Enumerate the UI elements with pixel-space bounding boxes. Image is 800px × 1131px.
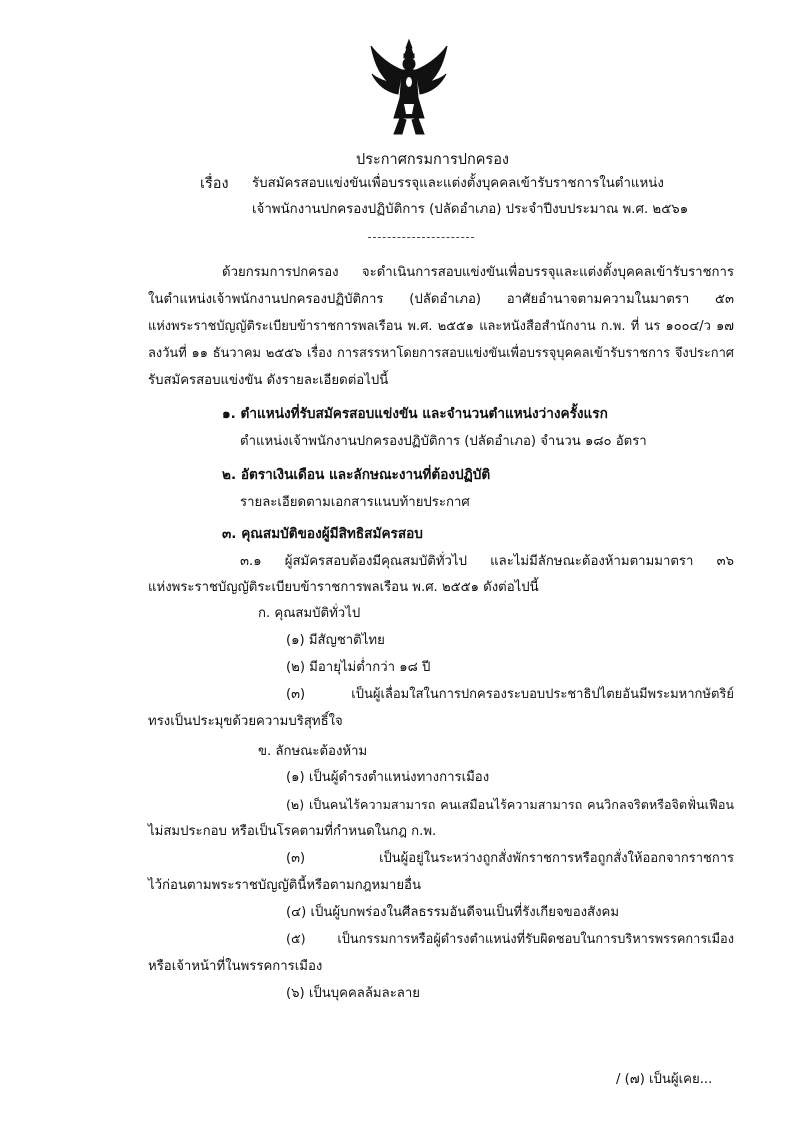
- page-continuation: / (๗) เป็นผู้เคย...: [616, 1072, 713, 1087]
- prohibition-item-4: (๔) เป็นผู้บกพร่องในศีลธรรมอันดีจนเป็นที่รังเกียจของสังคม: [286, 905, 620, 920]
- section-1-body: ตำแหน่งเจ้าพนักงานปกครองปฏิบัติการ (ปลัดอำเภอ) จำนวน ๑๘๐ อัตรา: [240, 434, 647, 449]
- prohibitions-heading: ข. ลักษณะต้องห้าม: [258, 744, 368, 759]
- section-3-heading: ๓. คุณสมบัติของผู้มีสิทธิสมัครสอบ: [222, 526, 423, 542]
- section-2-body: รายละเอียดตามเอกสารแนบท้ายประกาศ: [240, 495, 470, 510]
- issuer-title: ประกาศกรมการปกครอง: [356, 152, 510, 168]
- intro-line-5: รับสมัครสอบแข่งขัน ดังรายละเอียดต่อไปนี้: [148, 373, 389, 388]
- intro-line-4: ลงวันที่ ๑๑ ธันวาคม ๒๕๕๖ เรื่อง การสรรหาโดยการสอบแข่งขันเพื่อบรรจุบุคคลเข้ารับราชการ จึงประกาศ: [148, 346, 734, 361]
- prohibition-item-5-line-2: หรือเจ้าหน้าที่ในพรรคการเมือง: [148, 959, 323, 974]
- general-item-3-line-2: ทรงเป็นประมุขด้วยความบริสุทธิ์ใจ: [148, 714, 343, 729]
- subject-line-1: รับสมัครสอบแข่งขันเพื่อบรรจุและแต่งตั้งบุคคลเข้ารับราชการในตำแหน่ง: [252, 176, 664, 191]
- section-3-1-line-2: แห่งพระราชบัญญัติระเบียบข้าราชการพลเรือน พ.ศ. ๒๕๕๑ ดังต่อไปนี้: [148, 580, 539, 595]
- general-item-3-line-1: (๓) เป็นผู้เลื่อมใสในการปกครองระบอบประชาธิปไตยอันมีพระมหากษัตริย์: [286, 687, 734, 702]
- garuda-emblem-icon: [368, 38, 450, 138]
- section-3-1-line-1: ๓.๑ ผู้สมัครสอบต้องมีคุณสมบัติทั่วไป และไม่มีลักษณะต้องห้ามตามมาตรา ๓๖: [240, 554, 734, 569]
- general-item-2: (๒) มีอายุไม่ต่ำกว่า ๑๘ ปี: [286, 660, 431, 675]
- general-item-1: (๑) มีสัญชาติไทย: [286, 633, 385, 648]
- intro-line-1: ด้วยกรมการปกครอง จะดำเนินการสอบแข่งขันเพื่อบรรจุและแต่งตั้งบุคคลเข้ารับราชการ: [222, 265, 734, 280]
- subject-label: เรื่อง: [200, 176, 229, 192]
- subject-line-2: เจ้าพนักงานปกครองปฏิบัติการ (ปลัดอำเภอ) ประจำปีงบประมาณ พ.ศ. ๒๕๖๑: [252, 202, 689, 217]
- prohibition-item-3-line-1: (๓) เป็นผู้อยู่ในระหว่างถูกสั่งพักราชการหรือถูกสั่งให้ออกจากราชการ: [286, 851, 734, 866]
- section-1-heading: ๑. ตำแหน่งที่รับสมัครสอบแข่งขัน และจำนวนตำแหน่งว่างครั้งแรก: [222, 406, 608, 422]
- section-2-heading: ๒. อัตราเงินเดือน และลักษณะงานที่ต้องปฏิบัติ: [222, 467, 491, 483]
- intro-line-2: ในตำแหน่งเจ้าพนักงานปกครองปฏิบัติการ (ปลัดอำเภอ) อาศัยอำนาจตามความในมาตรา ๕๓: [148, 292, 734, 307]
- prohibition-item-6: (๖) เป็นบุคคลล้มละลาย: [286, 986, 420, 1001]
- prohibition-item-2-line-2: ไม่สมประกอบ หรือเป็นโรคตามที่กำหนดในกฎ ก.พ.: [148, 824, 437, 839]
- prohibition-item-1: (๑) เป็นผู้ดำรงตำแหน่งทางการเมือง: [286, 770, 490, 785]
- header-divider: [368, 237, 474, 238]
- general-qualifications-heading: ก. คุณสมบัติทั่วไป: [258, 606, 361, 621]
- intro-line-3: แห่งพระราชบัญญัติระเบียบข้าราชการพลเรือน พ.ศ. ๒๕๕๑ และหนังสือสำนักงาน ก.พ. ที่ นร ๑๐๐๔/ว ๑๗: [148, 319, 734, 334]
- prohibition-item-3-line-2: ไว้ก่อนตามพระราชบัญญัตินี้หรือตามกฎหมายอื่น: [148, 878, 421, 893]
- prohibition-item-5-line-1: (๕) เป็นกรรมการหรือผู้ดำรงตำแหน่งที่รับผิดชอบในการบริหารพรรคการเมือง: [286, 932, 734, 947]
- prohibition-item-2-line-1: (๒) เป็นคนไร้ความสามารถ คนเสมือนไร้ความสามารถ คนวิกลจริตหรือจิตฟั่นเฟือน: [286, 797, 734, 812]
